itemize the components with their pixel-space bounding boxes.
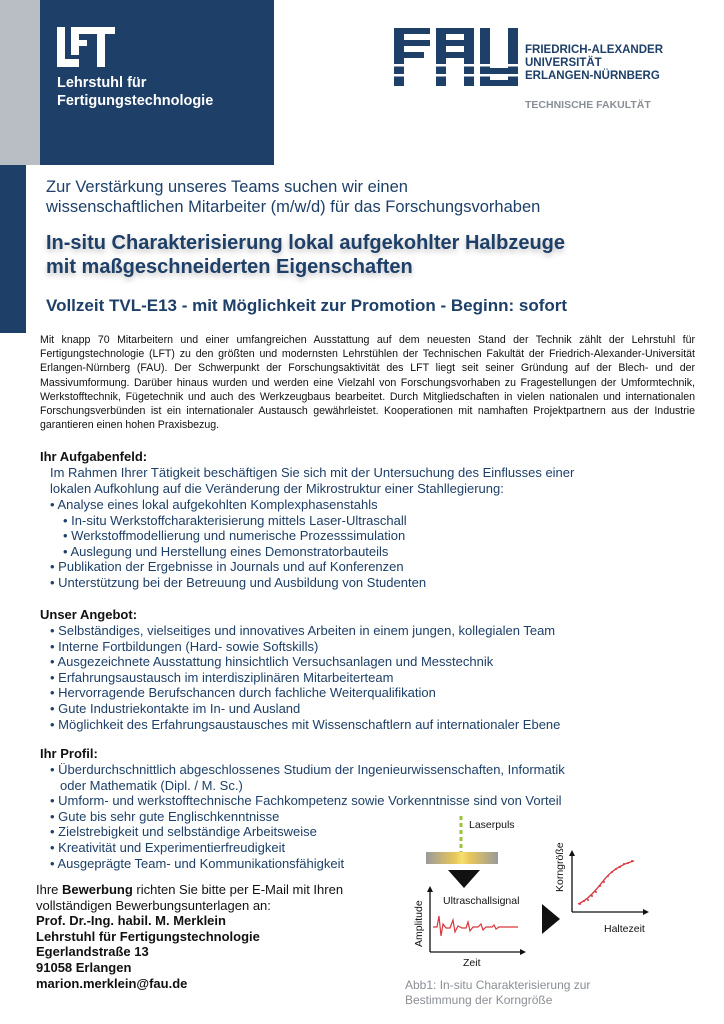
lft-name-line1: Lehrstuhl für bbox=[57, 75, 147, 91]
list-item: • Gute bis sehr gute Englischkenntnisse bbox=[50, 808, 280, 824]
laser-label: Laserpuls bbox=[469, 819, 515, 831]
lft-logo bbox=[57, 27, 117, 67]
list-item: • Überdurchschnittlich abgeschlossenes Studium der Ingenieurwissenschaften, Informatik bbox=[50, 762, 565, 777]
list-item: • Werkstoffmodellierung und numerische Prozesssimulation bbox=[63, 528, 406, 544]
list-item: oder Mathematik (Dipl. / M. Sc.) bbox=[60, 777, 243, 793]
list-item: • Ausgezeichnete Ausstattung hinsichtlich Versuchsanlagen und Messtechnik bbox=[50, 654, 494, 670]
list-item: • Unterstützung bei der Betreuung und Ausbildung von Studenten bbox=[50, 574, 427, 590]
tasks-intro-line1: Im Rahmen Ihrer Tätigkeit beschäftigen Sie sich mit der Untersuchung des Einflusses einer bbox=[50, 465, 575, 480]
list-item: • Interne Fortbildungen (Hard- sowie Softskills) bbox=[50, 638, 319, 654]
list-item: • Auslegung und Herstellung eines Demonstratorbauteils bbox=[63, 543, 389, 559]
contact-street: Egerlandstraße 13 bbox=[36, 944, 149, 960]
side-accent-bar bbox=[0, 165, 26, 333]
contact-chair: Lehrstuhl für Fertigungstechnologie bbox=[36, 928, 260, 944]
figure-laser-ultrasound bbox=[400, 812, 710, 977]
arrow-down-icon bbox=[448, 870, 480, 888]
workpiece-plate bbox=[426, 852, 498, 864]
list-item: • In-situ Werkstoffcharakterisierung mittels Laser-Ultraschall bbox=[63, 512, 407, 528]
list-item: • Zielstrebigkeit und selbständige Arbeitsweise bbox=[50, 824, 317, 840]
fau-faculty: TECHNISCHE FAKULTÄT bbox=[525, 99, 651, 111]
tasks-list bbox=[50, 497, 426, 591]
application-contact bbox=[36, 882, 343, 991]
job-subtitle: Vollzeit TVL-E13 - mit Möglichkeit zur Promotion - Beginn: sofort bbox=[46, 296, 568, 315]
fau-line1: FRIEDRICH-ALEXANDER bbox=[525, 44, 663, 56]
list-item: • Erfahrungsaustausch im interdisziplinären Mitarbeiterteam bbox=[50, 669, 394, 685]
tasks-heading: Ihr Aufgabenfeld: bbox=[40, 449, 148, 464]
list-item: • Gute Industriekontakte im In- und Ausland bbox=[50, 700, 301, 716]
caption-line2: Bestimmung der Korngröße bbox=[405, 993, 553, 1007]
intro-text bbox=[46, 177, 540, 217]
offer-heading: Unser Angebot: bbox=[40, 607, 138, 622]
job-title-line2: mit maßgeschneiderten Eigenschaften bbox=[46, 256, 413, 278]
list-item: • Publikation der Ergebnisse in Journals und auf Konferenzen bbox=[50, 559, 404, 575]
list-item: • Hervorragende Berufschancen durch fachliche Weiterqualifikation bbox=[50, 685, 436, 701]
fau-line2: UNIVERSITÄT bbox=[525, 57, 602, 69]
grain-growth-curve bbox=[578, 861, 634, 904]
caption-line1: Abb1: In-situ Charakterisierung zur bbox=[405, 978, 591, 992]
hold-time-label: Haltezeit bbox=[604, 923, 645, 935]
fau-line3: ERLANGEN-NÜRNBERG bbox=[525, 70, 660, 82]
fau-logo bbox=[394, 28, 519, 86]
list-item: • Möglichkeit des Erfahrungsaustausches mit Wissenschaftlern auf internationaler Ebene bbox=[50, 716, 561, 732]
job-title bbox=[46, 231, 565, 279]
amplitude-label: Amplitude bbox=[413, 900, 425, 947]
tasks-intro-line2: lokalen Aufkohlung auf die Veränderung der Mikrostruktur einer Stahllegierung: bbox=[50, 481, 504, 496]
contact-city: 91058 Erlangen bbox=[36, 959, 132, 975]
signal-label: Ultraschallsignal bbox=[443, 895, 520, 907]
contact-line1: Ihre Bewerbung richten Sie bitte per E-Mail mit Ihren bbox=[36, 882, 344, 897]
grain-size-label: Korngröße bbox=[554, 842, 566, 892]
contact-email[interactable]: marion.merklein@fau.de bbox=[36, 975, 188, 991]
contact-name: Prof. Dr.-Ing. habil. M. Merklein bbox=[36, 913, 226, 929]
header-grey-strip bbox=[0, 0, 40, 165]
intro-line1: Zur Verstärkung unseres Teams suchen wir einen bbox=[46, 178, 408, 196]
profile-heading: Ihr Profil: bbox=[40, 746, 98, 761]
chair-description: Mit knapp 70 Mitarbeitern und einer umfangreichen Ausstattung auf dem neuesten Stand der Technik zählt der Lehrstuhl für Fertigungstechnologie (LFT) zu den größten und modernsten Lehrstühlen der Technischen Fakultät der Friedrich-Alexander-Universität Erlangen-Nürnberg (FAU). Der Schwerpunkt der Forschungsaktivität des LFT liegt seit seiner Gründung auf der Blech- und der Massivumformung. Darüber hinaus wurden und werden eine Vielzahl von Forschungsvorhaben zu Fragestellungen der Umformtechnik, Werkstofftechnik, Fügetechnik und auch des Werkzeugbaus bearbeitet. Durch Mitgliedschaften in vielen nationalen und internationalen Forschungsverbünden ist ein internationaler Austausch gewährleistet. Kooperationen mit namhaften Projektpartnern aus der Industrie garantieren einen hohen Praxisbezug. bbox=[40, 334, 695, 432]
intro-line2: wissenschaftlichen Mitarbeiter (m/w/d) für das Forschungsvorhaben bbox=[46, 198, 541, 216]
figure-caption bbox=[405, 978, 590, 1008]
arrow-right-icon bbox=[542, 904, 560, 934]
list-item: • Umform- und werkstofftechnische Fachkompetenz sowie Vorkenntnisse sind von Vorteil bbox=[50, 793, 562, 809]
lft-name-line2: Fertigungstechnologie bbox=[57, 93, 214, 109]
ultrasound-signal-trace bbox=[433, 916, 518, 936]
offer-list bbox=[50, 623, 560, 732]
list-item: • Analyse eines lokal aufgekohlten Komplexphasenstahls bbox=[50, 497, 378, 512]
job-title-line1: In-situ Charakterisierung lokal aufgekohlter Halbzeuge bbox=[46, 232, 566, 254]
time-label: Zeit bbox=[463, 957, 481, 969]
list-item: • Ausgeprägte Team- und Kommunikationsfähigkeit bbox=[50, 855, 345, 871]
lft-header-panel bbox=[40, 0, 274, 165]
list-item: • Selbständiges, vielseitiges und innovatives Arbeiten in einem jungen, kollegialen Team bbox=[50, 623, 556, 638]
contact-line2: vollständigen Bewerbungsunterlagen an: bbox=[36, 897, 271, 913]
fau-university-name bbox=[525, 44, 663, 83]
lft-chair-name bbox=[57, 74, 213, 110]
list-item: • Kreativität und Experimentierfreudigkeit bbox=[50, 839, 286, 855]
